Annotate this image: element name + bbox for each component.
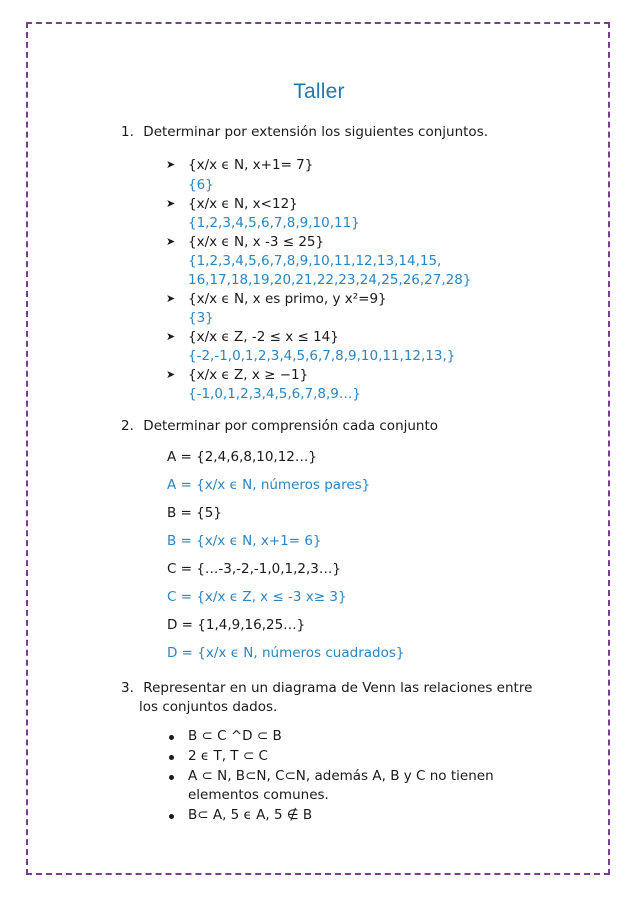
- relation-item-4: B⊂ A, 5 ϵ A, 5 ∉ B: [188, 807, 313, 823]
- set-answer-6: {-1,0,1,2,3,4,5,6,7,8,9…}: [188, 386, 361, 402]
- section-1-title: Determinar por extensión los siguientes conjuntos.: [143, 124, 489, 140]
- arrow-bullet-icon: ➤: [166, 235, 176, 248]
- set-answer-5: {-2,-1,0,1,2,3,4,5,6,7,8,9,10,11,12,13,}: [188, 348, 456, 364]
- arrow-bullet-icon: ➤: [166, 158, 176, 171]
- section-3-heading: [121, 680, 532, 696]
- set-comprehension-a: A = {x/x ϵ N, números pares}: [167, 477, 371, 493]
- set-item-6: {x/x ϵ Z, x ≥ −1}: [188, 367, 309, 383]
- set-answer-3-line-2: 16,17,18,19,20,21,22,23,24,25,26,27,28}: [188, 272, 472, 288]
- set-comprehension-d: D = {x/x ϵ N, números cuadrados}: [167, 645, 405, 661]
- set-item-5: {x/x ϵ Z, -2 ≤ x ≤ 14}: [188, 329, 339, 345]
- arrow-bullet-icon: ➤: [166, 368, 176, 381]
- page-title: Taller: [293, 80, 345, 103]
- section-1-number: 1.: [121, 124, 134, 140]
- arrow-bullet-icon: ➤: [166, 197, 176, 210]
- set-item-3: {x/x ϵ N, x -3 ≤ 25}: [188, 234, 325, 250]
- section-2-number: 2.: [121, 418, 134, 434]
- dot-bullet-icon: [169, 735, 174, 740]
- dot-bullet-icon: [169, 814, 174, 819]
- set-item-2: {x/x ϵ N, x<12}: [188, 196, 298, 212]
- set-answer-2: {1,2,3,4,5,6,7,8,9,10,11}: [188, 215, 360, 231]
- section-3-number: 3.: [121, 680, 134, 696]
- relation-item-3-line-1: A ⊂ N, B⊂N, C⊂N, además A, B y C no tienen: [188, 768, 494, 784]
- arrow-bullet-icon: ➤: [166, 292, 176, 305]
- set-given-c: C = {…-3,-2,-1,0,1,2,3…}: [167, 561, 341, 577]
- relation-item-3-line-2: elementos comunes.: [188, 787, 329, 803]
- set-comprehension-b: B = {x/x ϵ N, x+1= 6}: [167, 533, 322, 549]
- set-answer-4: {3}: [188, 310, 214, 326]
- set-given-d: D = {1,4,9,16,25…}: [167, 617, 306, 633]
- set-answer-1: {6}: [188, 177, 214, 193]
- set-item-1: {x/x ϵ N, x+1= 7}: [188, 157, 314, 173]
- section-2-heading: [121, 418, 438, 434]
- dot-bullet-icon: [169, 775, 174, 780]
- dot-bullet-icon: [169, 755, 174, 760]
- relation-item-1: B ⊂ C ^D ⊂ B: [188, 728, 282, 744]
- set-item-4: {x/x ϵ N, x es primo, y x²=9}: [188, 291, 387, 307]
- set-comprehension-c: C = {x/x ϵ Z, x ≤ -3 x≥ 3}: [167, 589, 347, 605]
- section-3-title-line-1: Representar en un diagrama de Venn las relaciones entre: [143, 680, 533, 696]
- section-1-heading: [121, 124, 488, 140]
- set-answer-3-line-1: {1,2,3,4,5,6,7,8,9,10,11,12,13,14,15,: [188, 253, 442, 269]
- section-2-title: Determinar por comprensión cada conjunto: [143, 418, 439, 434]
- set-given-a: A = {2,4,6,8,10,12…}: [167, 449, 317, 465]
- section-3-title-line-2: los conjuntos dados.: [139, 699, 278, 715]
- set-given-b: B = {5}: [167, 505, 222, 521]
- arrow-bullet-icon: ➤: [166, 330, 176, 343]
- page-border: [26, 22, 610, 875]
- relation-item-2: 2 ϵ T, T ⊂ C: [188, 748, 268, 764]
